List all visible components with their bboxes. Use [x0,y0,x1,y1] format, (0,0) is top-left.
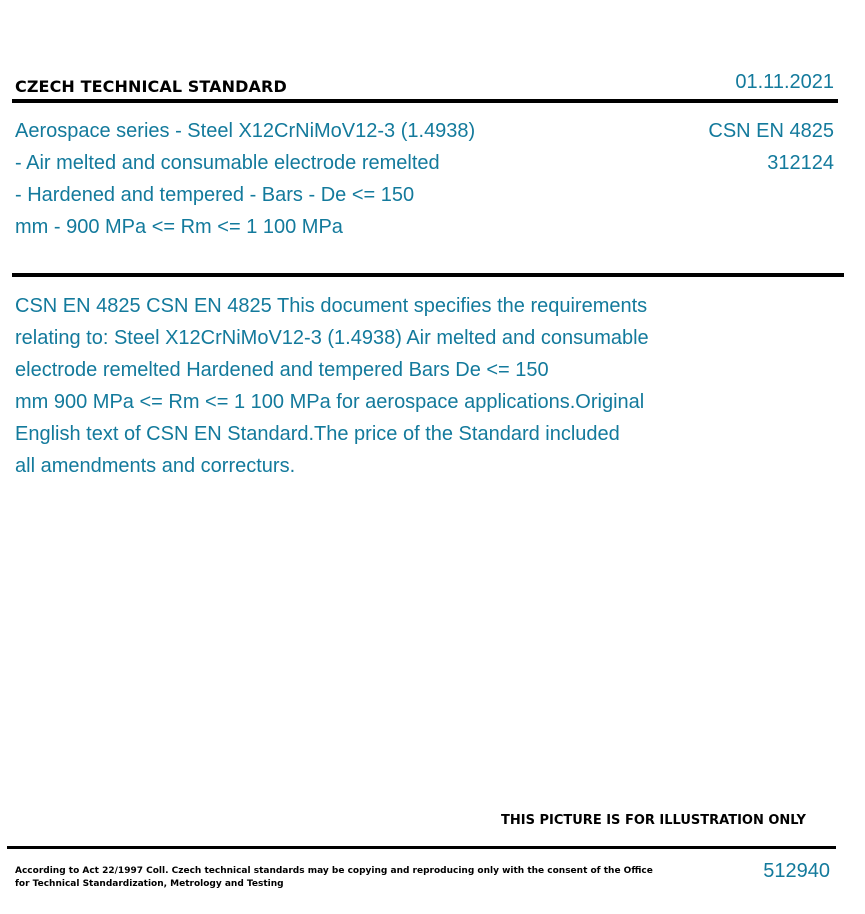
title-line: mm - 900 MPa <= Rm <= 1 100 MPa [15,216,343,238]
catalog-number: 512940 [763,860,830,882]
legal-notice [15,865,653,891]
standard-identifiers [708,115,834,179]
title-line: - Air melted and consumable electrode remelted [15,152,440,174]
description-line: all amendments and correcturs. [15,455,296,477]
description-line: mm 900 MPa <= Rm <= 1 100 MPa for aerospace applications.Original [15,391,645,413]
legal-line: for Technical Standardization, Metrology and Testing [15,879,284,889]
description-line: relating to: Steel X12CrNiMoV12-3 (1.4938) Air melted and consumable [15,327,649,349]
standard-code: CSN EN 4825 [708,120,834,142]
title-line: Aerospace series - Steel X12CrNiMoV12-3 (1.4938) [15,120,476,142]
section-divider [12,273,844,277]
footer-divider [7,846,836,849]
document-kind-heading: CZECH TECHNICAL STANDARD [15,77,287,96]
header-divider [12,99,838,103]
description-line: electrode remelted Hardened and tempered Bars De <= 150 [15,359,549,381]
illustration-disclaimer: THIS PICTURE IS FOR ILLUSTRATION ONLY [501,813,806,828]
title-line: - Hardened and tempered - Bars - De <= 150 [15,184,415,206]
standard-title [15,115,475,243]
legal-line: According to Act 22/1997 Coll. Czech technical standards may be copying and reproducing only with the consent of the Office [15,866,653,876]
class-number: 312124 [767,152,834,174]
standard-description [15,290,649,482]
publication-date: 01.11.2021 [735,71,834,93]
description-line: CSN EN 4825 CSN EN 4825 This document specifies the requirements [15,295,648,317]
description-line: English text of CSN EN Standard.The price of the Standard included [15,423,620,445]
